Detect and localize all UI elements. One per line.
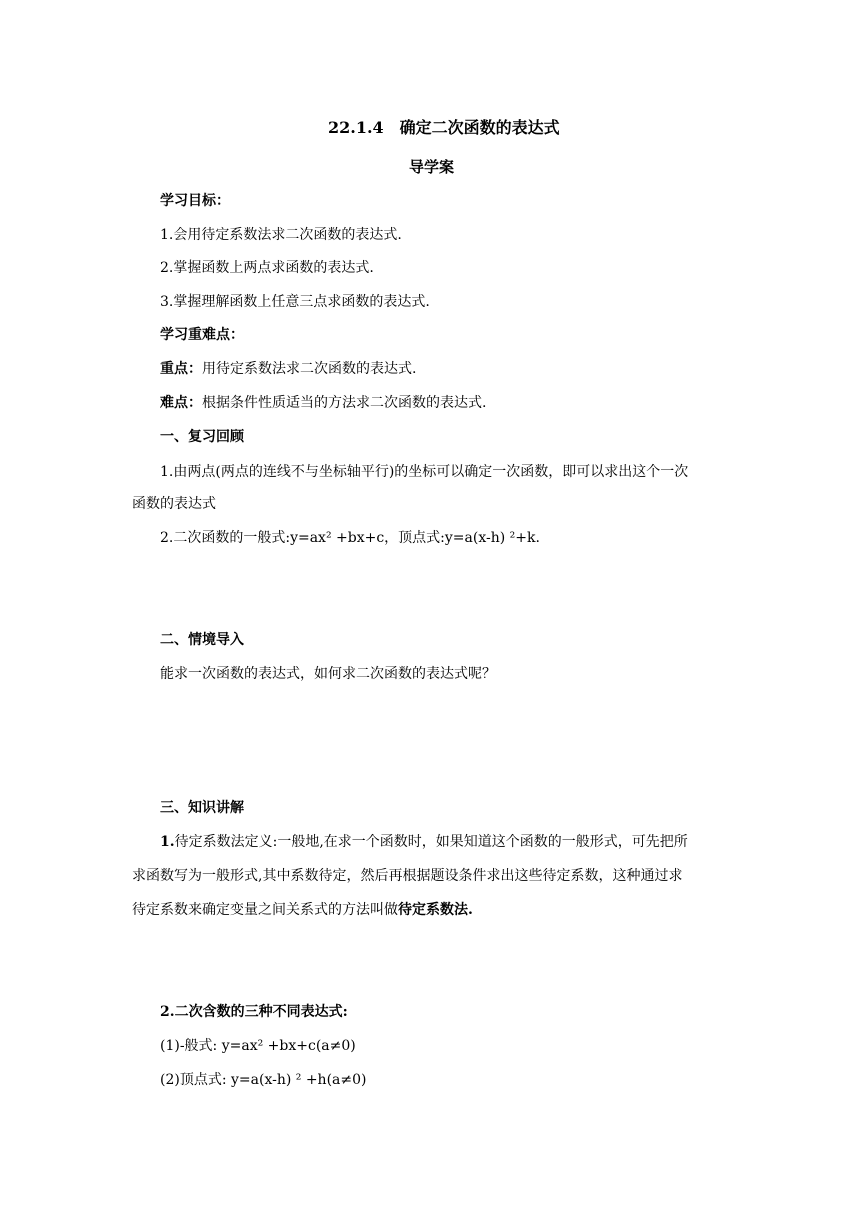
review-item-1-line-2: 函数的表达式 [132, 496, 216, 512]
definition-line-2: 求函数写为一般形式,其中系数待定，然后再根据题设条件求出这些待定系数，这种通过求 [132, 868, 683, 884]
review-item-2: 2.二次函数的一般式:y=ax² +bx+c，顶点式:y=a(x-h) ²+k. [160, 530, 540, 546]
intro-text: 能求一次函数的表达式，如何求二次函数的表达式呢？ [160, 666, 496, 682]
review-item-1-line-1: 1.由两点(两点的连线不与坐标轴平行)的坐标可以确定一次函数，即可以求出这个一次 [160, 464, 689, 480]
definition-text-1: 待定系数法定义:一般地,在求一个函数时，如果知道这个函数的一般形式，可先把所 [174, 834, 688, 850]
definition-term: 待定系数法. [398, 902, 473, 918]
review-heading: 一、复习回顾 [160, 429, 244, 445]
intro-heading: 二、情境导入 [160, 632, 244, 648]
objectives-heading: 学习目标： [160, 193, 230, 209]
form-vertex: (2)顶点式: y=a(x-h) ² +h(a≠0) [160, 1072, 367, 1088]
objective-item-1: 1.会用待定系数法求二次函数的表达式. [160, 227, 402, 243]
knowledge-heading: 三、知识讲解 [160, 800, 244, 816]
form-general: (1)-般式: y=ax² +bx+c(a≠0) [160, 1038, 356, 1054]
key-point-line [160, 359, 416, 379]
document-title: 22.1.4 确定二次函数的表达式 [328, 118, 560, 137]
difficult-point-label: 难点： [160, 395, 202, 411]
objective-item-3: 3.掌握理解函数上任意三点求函数的表达式. [160, 294, 430, 310]
objective-item-2: 2.掌握函数上两点求函数的表达式. [160, 260, 374, 276]
key-point-label: 重点： [160, 361, 202, 377]
difficult-point-line [160, 393, 486, 413]
key-points-heading: 学习重难点： [160, 327, 244, 343]
difficult-point-text: 根据条件性质适当的方法求二次函数的表达式. [202, 395, 487, 411]
definition-line-1 [160, 832, 688, 852]
definition-number: 1. [160, 834, 175, 850]
document-subtitle: 导学案 [409, 158, 455, 176]
forms-heading: 2.二次含数的三种不同表达式: [160, 1004, 348, 1020]
key-point-text: 用待定系数法求二次函数的表达式. [202, 361, 417, 377]
definition-text-3: 待定系数来确定变量之间关系式的方法叫做 [132, 902, 398, 918]
definition-line-3 [132, 900, 473, 920]
